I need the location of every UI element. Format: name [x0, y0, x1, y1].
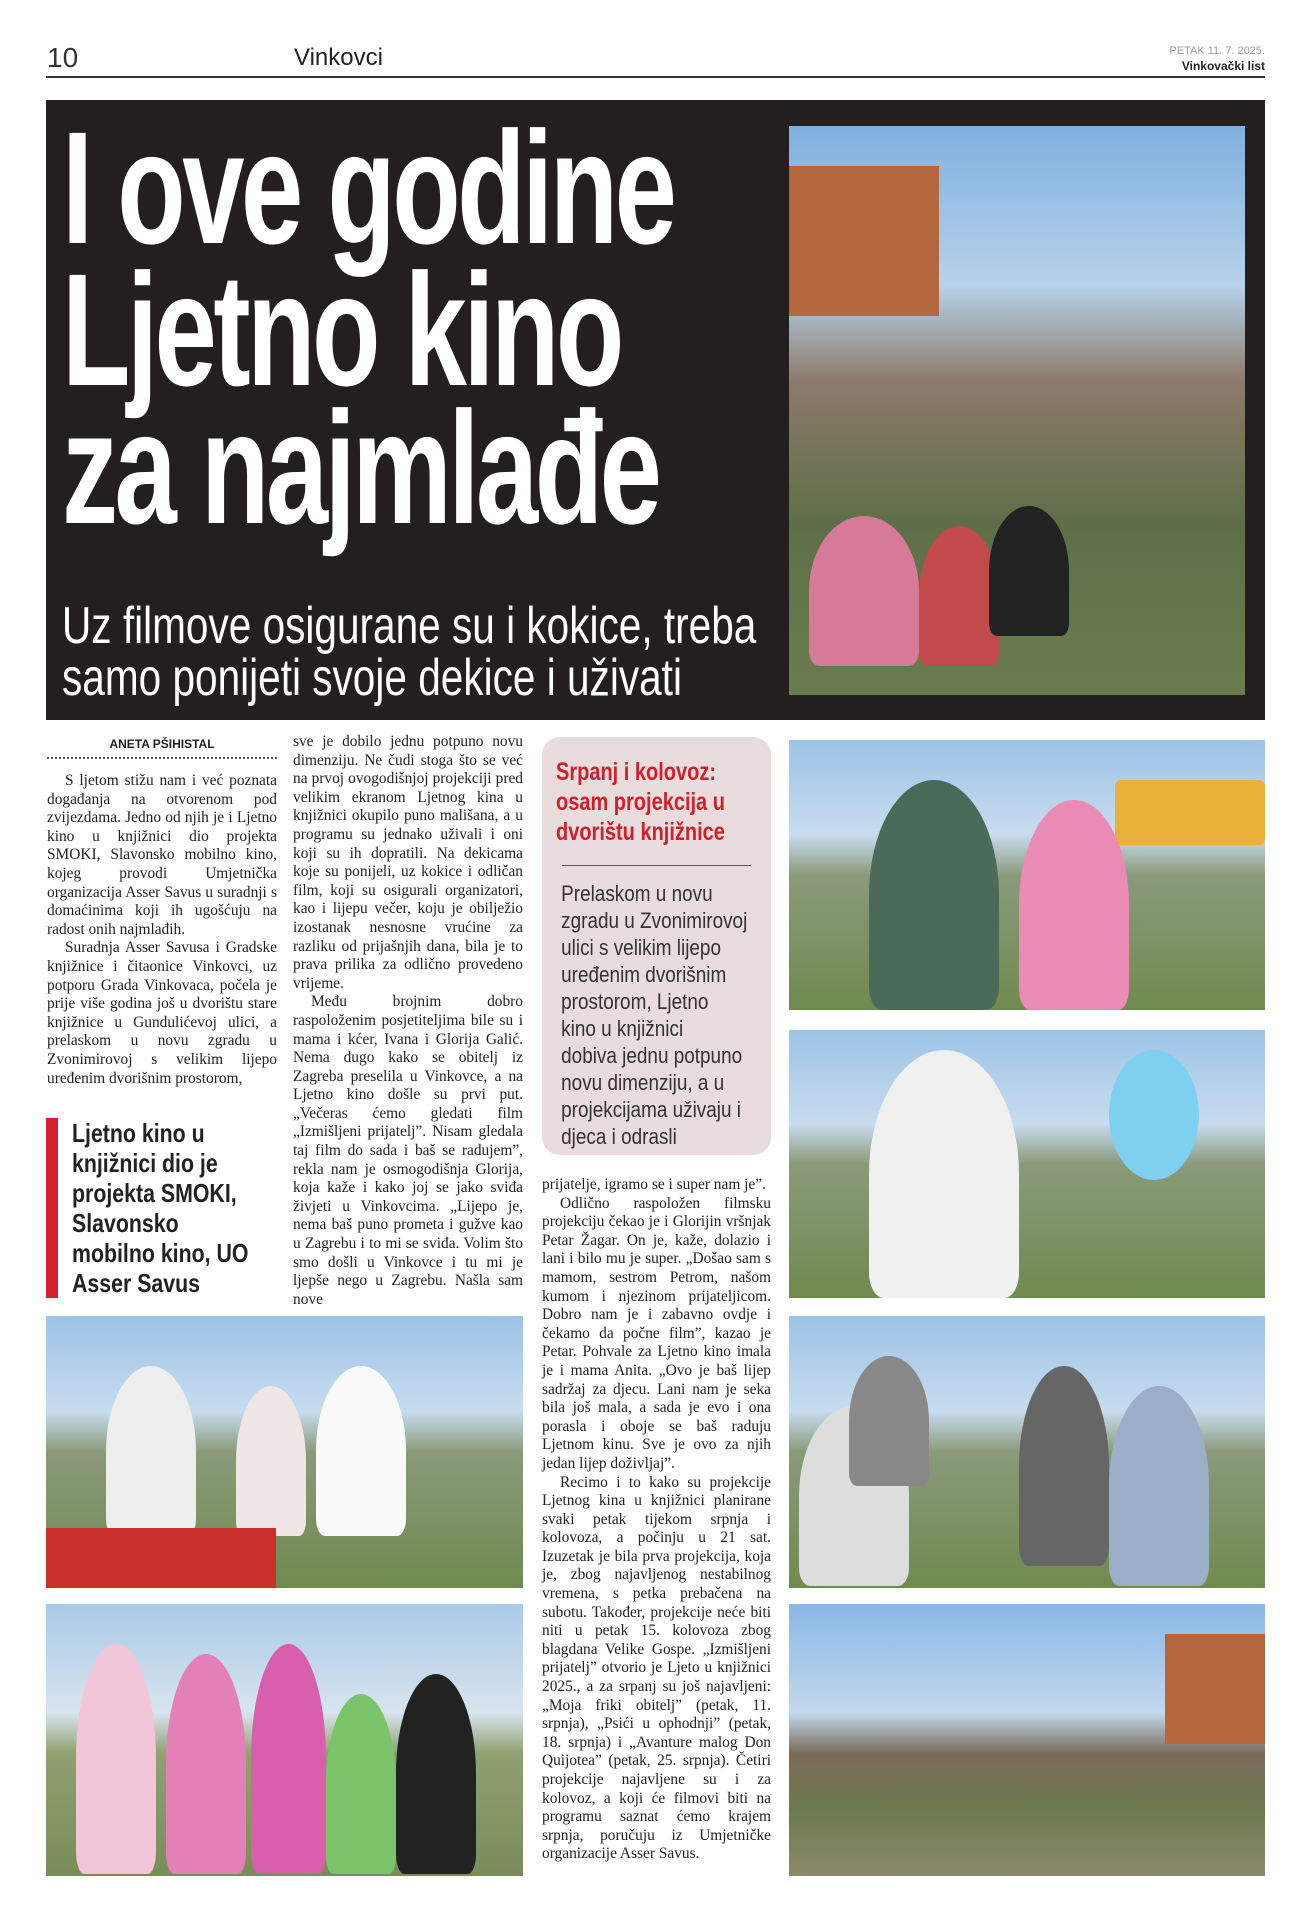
boy-figure: [869, 1050, 1019, 1298]
child-figure: [76, 1644, 156, 1874]
hero-photo-crowd: [789, 126, 1245, 695]
section-title: Vinkovci: [294, 44, 383, 71]
paragraph: Odlično raspoložen filmsku projekciju čekao je i Glorijin vršnjak Petar Žagar. On je, kaže, dolazio i lani i bilo mu je super. „Došao sam s mamom, sestrom Petrom, našom kumom i njezinom prijateljicom. Dobro nam je i zabavno ovdje i čekamo da počne film”, kazao je Petar. Pohvale za Ljetno kino imala je i mama Anita. „Ovo je baš lijep sadržaj za djecu. Lani nam je seka bila još mala, a sada je evo i ona porasla i oboje se baš raduju Ljetnom kinu. Sve je ovo za njih jedan lijep doživljaj”.: [542, 1194, 771, 1472]
photo-mother-daughter-bench: [789, 740, 1265, 1010]
subhead-line-1: Uz filmove osigurane su i kokice, treba: [62, 597, 757, 655]
woman-figure: [849, 1356, 929, 1486]
paragraph: sve je dobilo jednu potpuno novu dimenziju. Ne čudi stoga što se već na prvoj ovogodišnjoj projekciji pred velikim ekranom Ljetnog kina u knjižnici okupilo puno mališana, a u programu su jednako uživali i oni koji su ih dopratili. Na dekicama koje su ponijeli, uz kokice i odličan film, koji su osigurali organizatori, kao i lijepu večer, koju je obilježio izostanak nesnosne vrućine za razliku od prijašnjih dana, bila je to prava prilika za odlično provedeno vrijeme.: [293, 733, 523, 992]
boy-figure: [1109, 1386, 1209, 1586]
photo-children-with-popcorn: [46, 1604, 523, 1876]
photo-screening-crowd: [789, 1604, 1265, 1876]
woman-figure: [869, 780, 999, 1010]
girl-figure: [316, 1366, 406, 1536]
header-rule: [46, 76, 1265, 78]
byline: ANETA PŠIHISTAL: [47, 737, 277, 759]
girl-figure: [106, 1366, 196, 1536]
child-figure: [809, 516, 919, 666]
adult-figure: [989, 506, 1069, 636]
paragraph: Suradnja Asser Savusa i Gradske knjižnice i čitaonice Vinkovci, uz potporu Grada Vinkovaca, počela je prije više godina još u dvorištu stare knjižnice u Gundulićevoj ulici, a prelaskom u novu zgradu u Zvonimirovoj s velikim lijepo uređenim dvorišnim prostorom,: [47, 939, 277, 1087]
photo-boy-cotton-candy: [789, 1030, 1265, 1298]
subhead-line-2: samo ponijeti svoje dekice i uživati: [62, 649, 682, 707]
sidebar-box: [542, 737, 771, 1155]
girl-figure: [1019, 800, 1129, 1010]
headline-line-3: za najmlađe: [62, 378, 659, 557]
child-figure: [251, 1644, 326, 1874]
headline-line-1: I ove godine: [62, 98, 674, 277]
cotton-candy: [1109, 1050, 1199, 1180]
paragraph: prijatelje, igramo se i super nam je”.: [542, 1176, 766, 1193]
body-column-3: [542, 1176, 771, 1864]
photo-girls-on-blanket: [46, 1316, 523, 1588]
pull-quote-text: Ljetno kino u knjižnici dio je projekta SMOKI, Slavonsko mobilno kino, UO Asser Savus: [72, 1118, 249, 1298]
child-figure: [166, 1654, 246, 1874]
headline-block: [46, 100, 1265, 720]
bibliobus: [1115, 780, 1265, 845]
red-blanket: [46, 1528, 276, 1588]
girl-figure: [236, 1386, 306, 1536]
newspaper-name: Vinkovački list: [1181, 59, 1265, 73]
child-figure: [326, 1694, 396, 1874]
paragraph: Među brojnim dobro raspoloženim posjetiteljima bile su i mama i kćer, Ivana i Glorija Galić. Nema dugo kako se obitelj iz Zagreba preselila u Vinkovce, a na Ljetno kino došle su prvi put. „Večeras ćemo gledati film „Izmišljeni prijatelj”. Nisam gledala taj film do sada i baš se radujem”, rekla nam je osmogodišnja Glorija, koja kaže i kako joj se jako sviđa živjeti u Vinkovcima. „Lijepo je, nema baš puno prometa i gužve kao u Zagrebu i to mi se sviđa. Volim što smo došli u Vinkovce i tu mi je ljepše nego u Zagrebu. Našla sam nove: [293, 993, 523, 1308]
body-column-1: [47, 772, 277, 1088]
paragraph: Recimo i to kako su projekcije Ljetnog kina u knjižnici planirane svaki petak tijekom srpnja i kolovoza, a počinju u 21 sat. Izuzetak je bila prva projekcija, koja je, zbog najavljenog nestabilnog vremena, s petka prebačena na subotu. Također, projekcije neće biti niti u petak 15. kolovoza zbog blagdana Velike Gospe. „Izmišljeni prijatelj” otvorio je Ljeto u knjižnici 2025., a za srpanj su još najavljeni: „Moja friki obitelj” (petak, 11. srpnja), „Psići u ophodnji” (petak, 18. srpnja) i „Avanture malog Don Quijotea” (petak, 25. srpnja). Četiri projekcije najavljene su i za kolovoz, a koji će filmovi biti na programu saznat ćemo krajem srpnja, poručuju iz Umjetničke organizacije Asser Savus.: [542, 1473, 771, 1863]
sidebar-text: Prelaskom u novu zgradu u Zvonimirovoj ulici s velikim lijepo uređenim dvorišnim prostorom, Ljetno kino u knjižnici dobiva jednu potpuno novu dimenziju, a u projekcijama uživaju i djeca i odrasli: [561, 881, 748, 1149]
library-building: [1165, 1634, 1265, 1744]
sidebar-title: Srpanj i kolovoz: osam projekcija u dvorištu knjižnice: [556, 758, 725, 846]
woman-figure: [1019, 1366, 1109, 1566]
paragraph: S ljetom stižu nam i već poznata događanja na otvorenom pod zvijezdama. Jedno od njih je i Ljetno kino u knjižnici dio projekta SMOKI, Slavonsko mobilno kino, kojeg provodi Umjetnička organizacija Asser Savus u suradnji s domaćinima koji ih ugošćuju na radost onih najmlađih.: [47, 772, 277, 938]
photo-family-picnic: [789, 1316, 1265, 1588]
library-building: [789, 166, 939, 316]
sidebar-divider: [562, 865, 751, 866]
page-number: 10: [47, 42, 79, 73]
issue-date: PETAK 11. 7. 2025.: [1169, 45, 1265, 57]
child-figure: [919, 526, 999, 666]
headline-line-2: Ljetno kino: [62, 240, 621, 419]
child-figure: [396, 1674, 476, 1874]
body-column-2: [293, 733, 523, 1309]
pull-quote: [46, 1118, 276, 1298]
